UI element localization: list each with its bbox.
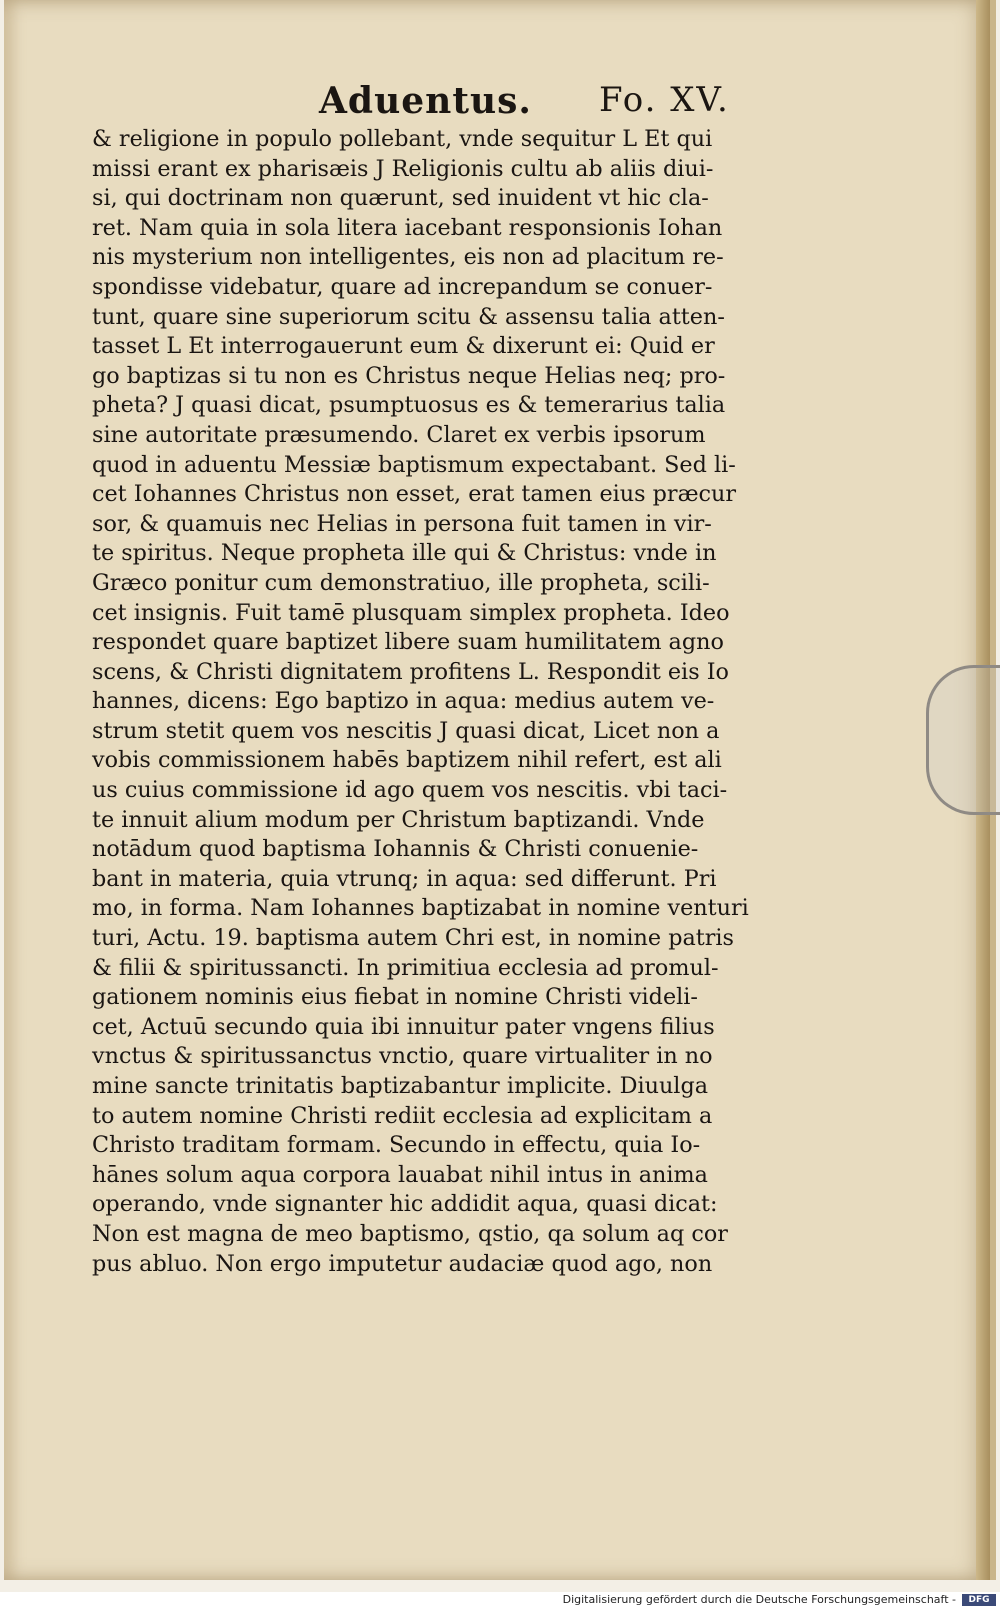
dfg-logo: DFG — [962, 1594, 996, 1606]
text-line: go baptizas si tu non es Christus neque Helias neq; pro- — [92, 362, 726, 389]
text-line: bant in materia, quia vtrunq; in aqua: sed differunt. Pri — [92, 865, 717, 892]
text-line: vnctus & spiritussanctus vnctio, quare virtualiter in no — [92, 1043, 713, 1070]
text-line: & filii & spiritussancti. In primitiua ecclesia ad promul- — [92, 954, 719, 981]
text-line: sine autoritate præsumendo. Claret ex verbis ipsorum — [92, 421, 706, 448]
text-line: pheta? J quasi dicat, psumptuosus es & temerarius talia — [92, 392, 726, 419]
text-line: operando, vnde signanter hic addidit aqua, quasi dicat: — [92, 1191, 718, 1218]
text-line: respondet quare baptizet libere suam humilitatem agno — [92, 629, 724, 656]
text-line: cet Iohannes Christus non esset, erat tamen eius præcur — [92, 481, 737, 508]
text-line: hānes solum aqua corpora lauabat nihil intus in anima — [92, 1161, 708, 1188]
page-clip — [926, 665, 1000, 815]
text-line: & religione in populo pollebant, vnde sequitur L Et qui — [92, 126, 713, 152]
text-line: pus abluo. Non ergo imputetur audaciæ quod ago, non — [92, 1250, 713, 1277]
text-line: spondisse videbatur, quare ad increpandum se conuer- — [92, 273, 713, 300]
text-line: notādum quod baptisma Iohannis & Christi conuenie- — [92, 836, 699, 863]
text-line: cet, Actuū secundo quia ibi innuitur pater vngens filius — [92, 1013, 715, 1040]
text-line: si, qui doctrinam non quærunt, sed inuident vt hic cla- — [92, 185, 709, 212]
text-line: nis mysterium non intelligentes, eis non ad placitum re- — [92, 244, 724, 271]
text-line: turi, Actu. 19. baptisma autem Chri est, in nomine patris — [92, 925, 734, 952]
text-line: us cuius commissione id ago quem vos nescitis. vbi taci- — [92, 777, 728, 804]
text-line: tunt, quare sine superiorum scitu & assensu talia atten- — [92, 303, 725, 330]
text-line: vobis commissionem habēs baptizem nihil refert, est ali — [92, 747, 722, 774]
text-line: Græco ponitur cum demonstratiuo, ille propheta, scili- — [92, 569, 710, 596]
text-line: tasset L Et interrogauerunt eum & dixerunt ei: Quid er — [92, 333, 715, 360]
running-head-title: Aduentus. — [319, 80, 532, 122]
text-line: te innuit alium modum per Christum baptizandi. Vnde — [92, 806, 705, 833]
text-line: Non est magna de meo baptismo, qstio, qa solum aq cor — [92, 1220, 728, 1247]
text-line: missi erant ex pharisæis J Religionis cultu ab aliis diui- — [92, 155, 714, 182]
running-head — [299, 80, 739, 128]
text-line: gationem nominis eius fiebat in nomine Christi videli- — [92, 984, 698, 1011]
text-line: strum stetit quem vos nescitis J quasi dicat, Licet non a — [92, 717, 720, 744]
text-line: ret. Nam quia in sola litera iacebant responsionis Iohan — [92, 214, 723, 241]
body-text — [92, 125, 782, 1279]
funding-credit: Digitalisierung gefördert durch die Deutsche Forschungsgemeinschaft - — [562, 1593, 956, 1606]
text-line: sor, & quamuis nec Helias in persona fuit tamen in vir- — [92, 510, 712, 537]
text-line: hannes, dicens: Ego baptizo in aqua: medius autem ve- — [92, 688, 715, 715]
footer-bar — [0, 1592, 1000, 1609]
text-line: te spiritus. Neque propheta ille qui & Christus: vnde in — [92, 540, 717, 567]
text-line: scens, & Christi dignitatem profitens L. Respondit eis Io — [92, 658, 729, 685]
text-line: to autem nomine Christi rediit ecclesia ad explicitam a — [92, 1102, 713, 1129]
book-page — [4, 0, 996, 1580]
text-line: mine sancte trinitatis baptizabantur implicite. Diuulga — [92, 1073, 709, 1099]
text-line: quod in aduentu Messiæ baptismum expectabant. Sed li- — [92, 451, 736, 478]
text-line: mo, in forma. Nam Iohannes baptizabat in nomine venturi — [92, 895, 749, 922]
text-line: Christo traditam formam. Secundo in effectu, quia Io- — [92, 1132, 701, 1159]
folio-number: Fo. XV. — [599, 80, 730, 120]
text-line: cet insignis. Fuit tamē plusquam simplex propheta. Ideo — [92, 599, 730, 626]
